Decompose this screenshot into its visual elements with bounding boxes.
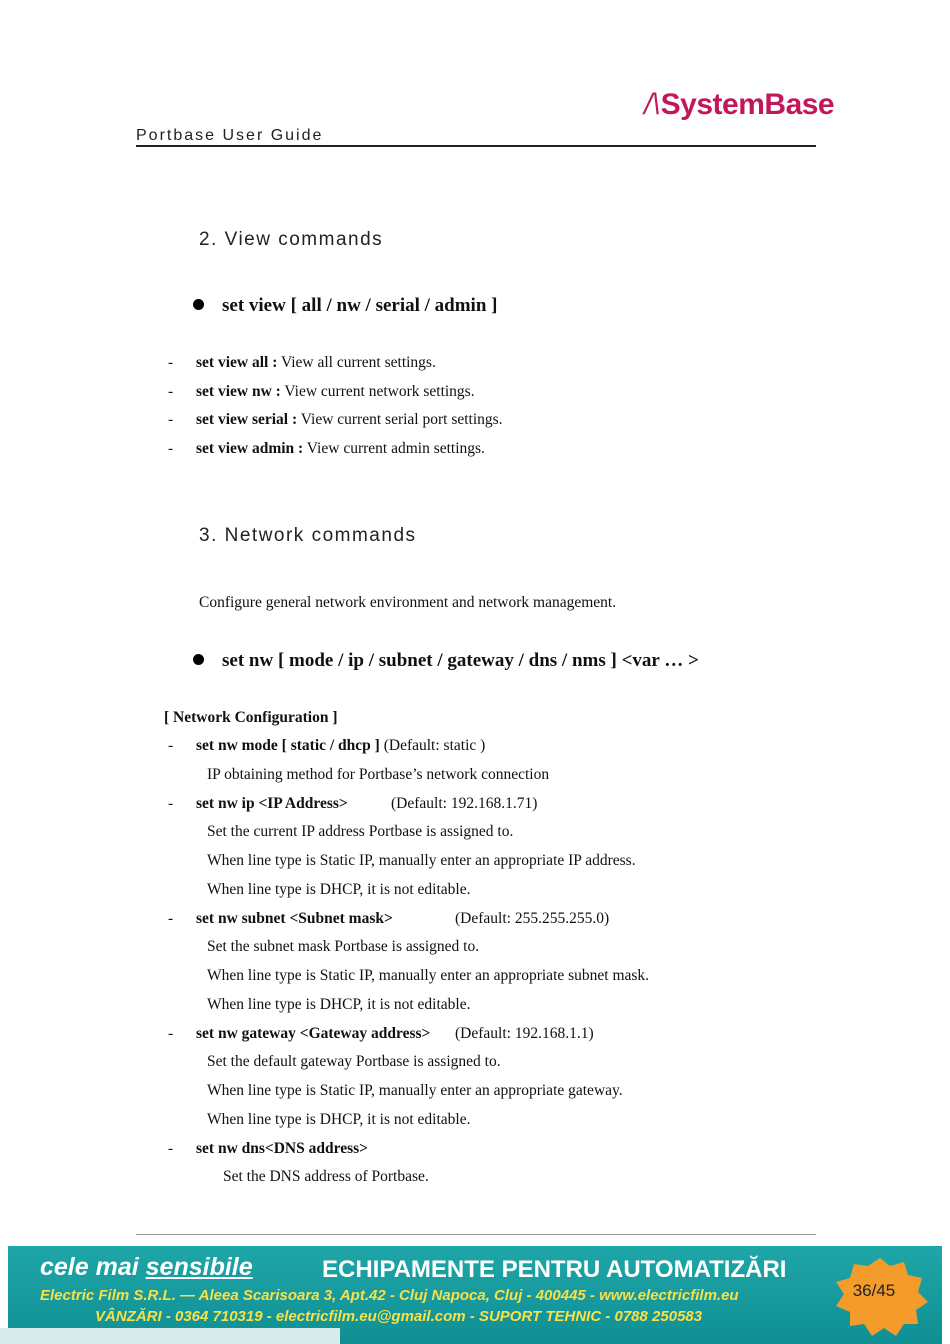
- section-heading-network: 3. Network commands: [199, 525, 417, 546]
- command-name: set view all :: [196, 354, 278, 371]
- list-item-ip: - set nw ip <IP Address>: [168, 795, 348, 812]
- command-syntax: set nw [ mode / ip / subnet / gateway / dns / nms ] <var … >: [222, 650, 699, 671]
- default-value: (Default: static ): [383, 737, 486, 754]
- section-heading-view: 2. View commands: [199, 229, 384, 250]
- list-item-gateway: - set nw gateway <Gateway address>: [168, 1025, 431, 1042]
- list-item-mode: - set nw mode [ static / dhcp ] (Default: static ): [168, 737, 486, 754]
- banner-slogan: cele mai sensibile: [40, 1253, 253, 1281]
- banner-tagline: ECHIPAMENTE PENTRU AUTOMATIZĂRI: [322, 1256, 787, 1283]
- command-desc: View all current settings.: [277, 354, 436, 371]
- command-desc: When line type is DHCP, it is not editable.: [207, 881, 471, 898]
- list-item: - set view nw : View current network settings.: [168, 383, 475, 400]
- command-bullet-network: [193, 650, 699, 672]
- command-desc: When line type is DHCP, it is not editable.: [207, 1111, 471, 1128]
- command-desc: Set the current IP address Portbase is assigned to.: [207, 823, 514, 840]
- list-item-subnet: - set nw subnet <Subnet mask>: [168, 910, 393, 927]
- command-bullet-view: [193, 295, 497, 317]
- list-item: - set view admin : View current admin settings.: [168, 440, 485, 457]
- default-value: (Default: 192.168.1.71): [391, 795, 538, 812]
- command-name: set nw gateway <Gateway address>: [196, 1025, 431, 1042]
- page-number: 36/45: [852, 1281, 896, 1300]
- default-value: (Default: 255.255.255.0): [455, 910, 610, 927]
- command-desc: When line type is Static IP, manually enter an appropriate IP address.: [207, 852, 636, 869]
- command-desc: When line type is Static IP, manually enter an appropriate subnet mask.: [207, 967, 650, 984]
- command-name: set view nw :: [196, 383, 281, 400]
- slogan-emphasis: sensibile: [145, 1253, 253, 1281]
- banner-company-line: Electric Film S.R.L. — Aleea Scarisoara 3, Apt.42 - Cluj Napoca, Cluj - 400445 - www.electricfilm.eu: [40, 1287, 739, 1304]
- command-syntax: set view [ all / nw / serial / admin ]: [222, 295, 498, 316]
- banner-contact-line: VÂNZĂRI - 0364 710319 - electricfilm.eu@gmail.com - SUPORT TEHNIC - 0788 250583: [95, 1308, 703, 1325]
- bullet-dot-icon: [193, 299, 204, 310]
- bullet-dot-icon: [193, 654, 204, 665]
- command-desc: IP obtaining method for Portbase’s network connection: [207, 766, 550, 783]
- command-name: set nw dns<DNS address>: [196, 1140, 368, 1157]
- command-desc: Set the DNS address of Portbase.: [223, 1168, 429, 1185]
- header-divider: [136, 145, 816, 147]
- command-desc: View current serial port settings.: [297, 411, 503, 428]
- list-item: - set view all : View all current settings.: [168, 354, 436, 371]
- footer-divider: [136, 1234, 816, 1235]
- command-desc: Set the subnet mask Portbase is assigned to.: [207, 938, 480, 955]
- command-desc: When line type is Static IP, manually enter an appropriate gateway.: [207, 1082, 623, 1099]
- logo-mark-icon: /\: [644, 88, 660, 121]
- list-item-dns: - set nw dns<DNS address>: [168, 1140, 368, 1157]
- command-name: set view admin :: [196, 440, 304, 457]
- default-value: (Default: 192.168.1.1): [455, 1025, 594, 1042]
- document-title: Portbase User Guide: [136, 127, 324, 144]
- systembase-logo: [644, 88, 834, 122]
- command-desc: View current network settings.: [280, 383, 475, 400]
- command-desc: When line type is DHCP, it is not editable.: [207, 996, 471, 1013]
- command-name: set nw ip <IP Address>: [196, 795, 348, 812]
- config-label: [ Network Configuration ]: [164, 709, 338, 726]
- section-intro: Configure general network environment and network management.: [199, 594, 617, 611]
- list-item: - set view serial : View current serial port settings.: [168, 411, 503, 428]
- command-name: set nw mode [ static / dhcp ]: [196, 737, 380, 754]
- command-desc: View current admin settings.: [303, 440, 485, 457]
- command-name: set view serial :: [196, 411, 298, 428]
- command-name: set nw subnet <Subnet mask>: [196, 910, 393, 927]
- logo-text: SystemBase: [660, 88, 835, 121]
- banner-bottom-strip: [0, 1328, 340, 1344]
- command-desc: Set the default gateway Portbase is assigned to.: [207, 1053, 501, 1070]
